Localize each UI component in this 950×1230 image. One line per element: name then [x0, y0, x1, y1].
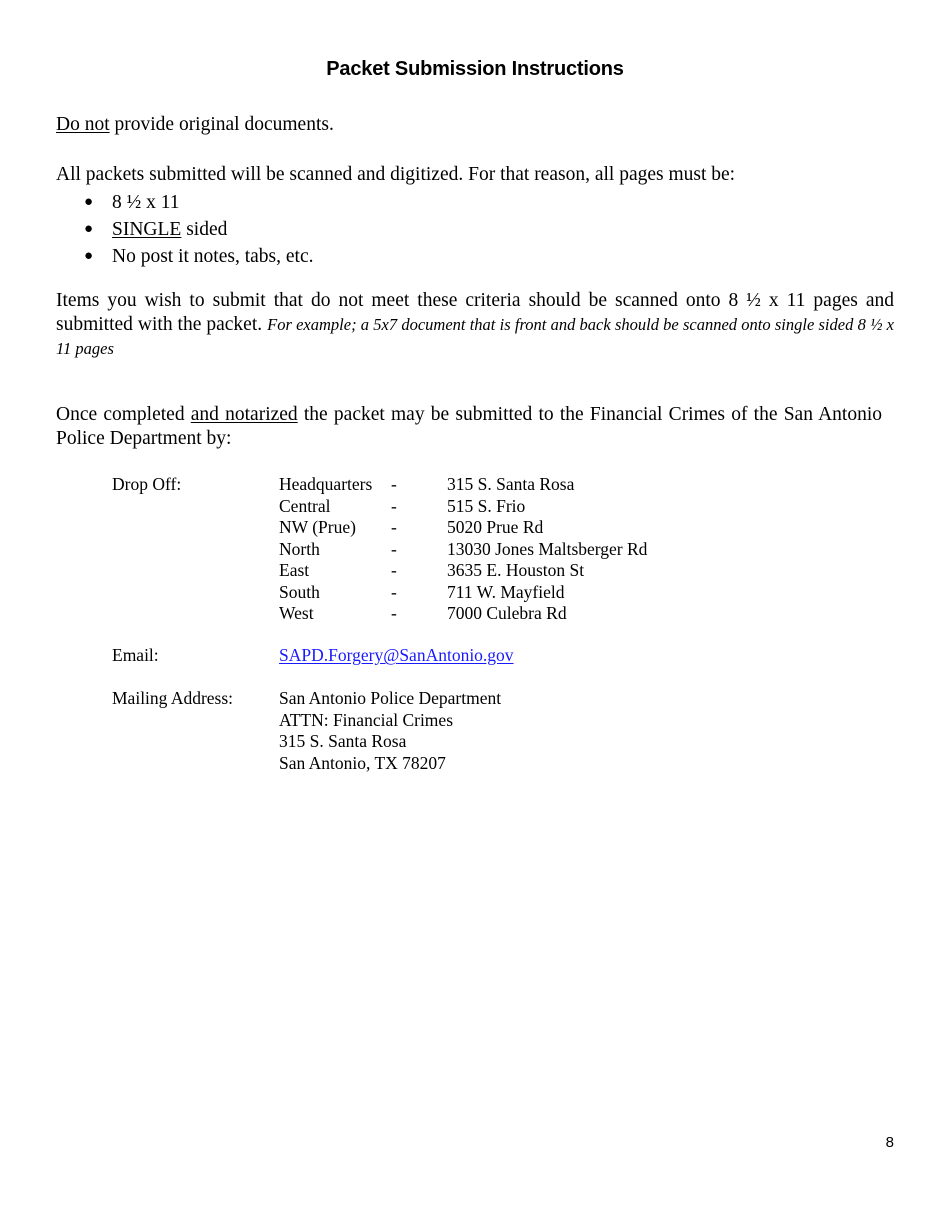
bullet-text: sided: [181, 219, 228, 240]
bullet-text: No post it notes, tabs, etc.: [112, 246, 314, 267]
no-originals-rest: provide original documents.: [109, 114, 334, 135]
location-names: [279, 474, 372, 625]
location-addresses: [447, 474, 647, 625]
scan-paragraph: All packets submitted will be scanned and digitized. For that reason, all pages must be:: [56, 164, 736, 185]
bullet-icon: ●: [84, 248, 94, 264]
drop-off-label: Drop Off:: [112, 474, 182, 494]
location-address: 3635 E. Houston St: [447, 560, 585, 580]
location-name: South: [279, 581, 320, 602]
page-requirements-list: [56, 189, 313, 270]
location-name: NW (Prue): [279, 517, 356, 537]
page-number: 8: [885, 1134, 894, 1151]
location-dash: -: [391, 517, 397, 537]
do-not-text: Do not: [56, 114, 110, 135]
criteria-text: Items you wish to submit that do not meet these criteria should be scanned onto 8 ½ x 11 pages and submitted with the packet.: [56, 290, 894, 335]
location-address: 315 S. Santa Rosa: [447, 474, 575, 494]
location-address: 13030 Jones Maltsberger Rd: [447, 538, 648, 559]
bullet-text: 8 ½ x 11: [112, 192, 180, 213]
mailing-line: San Antonio, TX 78207: [279, 752, 446, 773]
location-address: 7000 Culebra Rd: [447, 603, 567, 623]
page-title: Packet Submission Instructions: [326, 58, 624, 80]
location-dashes: [391, 474, 397, 625]
location-address: 711 W. Mayfield: [447, 581, 565, 602]
email-link[interactable]: SAPD.Forgery@SanAntonio.gov: [279, 645, 514, 665]
criteria-paragraph: [56, 289, 894, 361]
list-item: [56, 243, 313, 270]
mailing-address-label: Mailing Address:: [112, 688, 234, 708]
submission-text-before: Once completed: [56, 404, 191, 425]
list-item: [56, 216, 313, 243]
bullet-icon: ●: [84, 194, 94, 210]
no-originals-paragraph: [56, 113, 894, 137]
submission-text-after: the packet may be submitted to the Financial Crimes of the San Antonio Police Department by:: [56, 404, 882, 449]
location-name: North: [279, 538, 320, 559]
mailing-line: San Antonio Police Department: [279, 688, 502, 708]
mailing-line: ATTN: Financial Crimes: [279, 709, 454, 730]
mailing-line: 315 S. Santa Rosa: [279, 731, 407, 751]
location-name: Central: [279, 495, 331, 516]
single-text: SINGLE: [112, 219, 182, 240]
list-item: [56, 189, 313, 216]
location-address: 5020 Prue Rd: [447, 517, 544, 537]
location-dash: -: [391, 560, 397, 580]
location-dash: -: [391, 474, 397, 494]
submission-paragraph: [56, 403, 882, 451]
location-dash: -: [391, 495, 397, 516]
bullet-icon: ●: [84, 221, 94, 237]
notarized-text: and notarized: [190, 404, 298, 425]
location-address: 515 S. Frio: [447, 495, 526, 516]
location-dash: -: [391, 603, 397, 623]
example-text: For example; a 5x7 document that is front and back should be scanned onto single sided 8 ½ x 11 pages: [56, 315, 894, 358]
location-name: East: [279, 560, 310, 580]
location-dash: -: [391, 538, 397, 559]
location-dash: -: [391, 581, 397, 602]
email-label: Email:: [112, 645, 159, 665]
location-name: Headquarters: [279, 474, 373, 494]
location-name: West: [279, 603, 314, 623]
mailing-address: [279, 688, 501, 774]
